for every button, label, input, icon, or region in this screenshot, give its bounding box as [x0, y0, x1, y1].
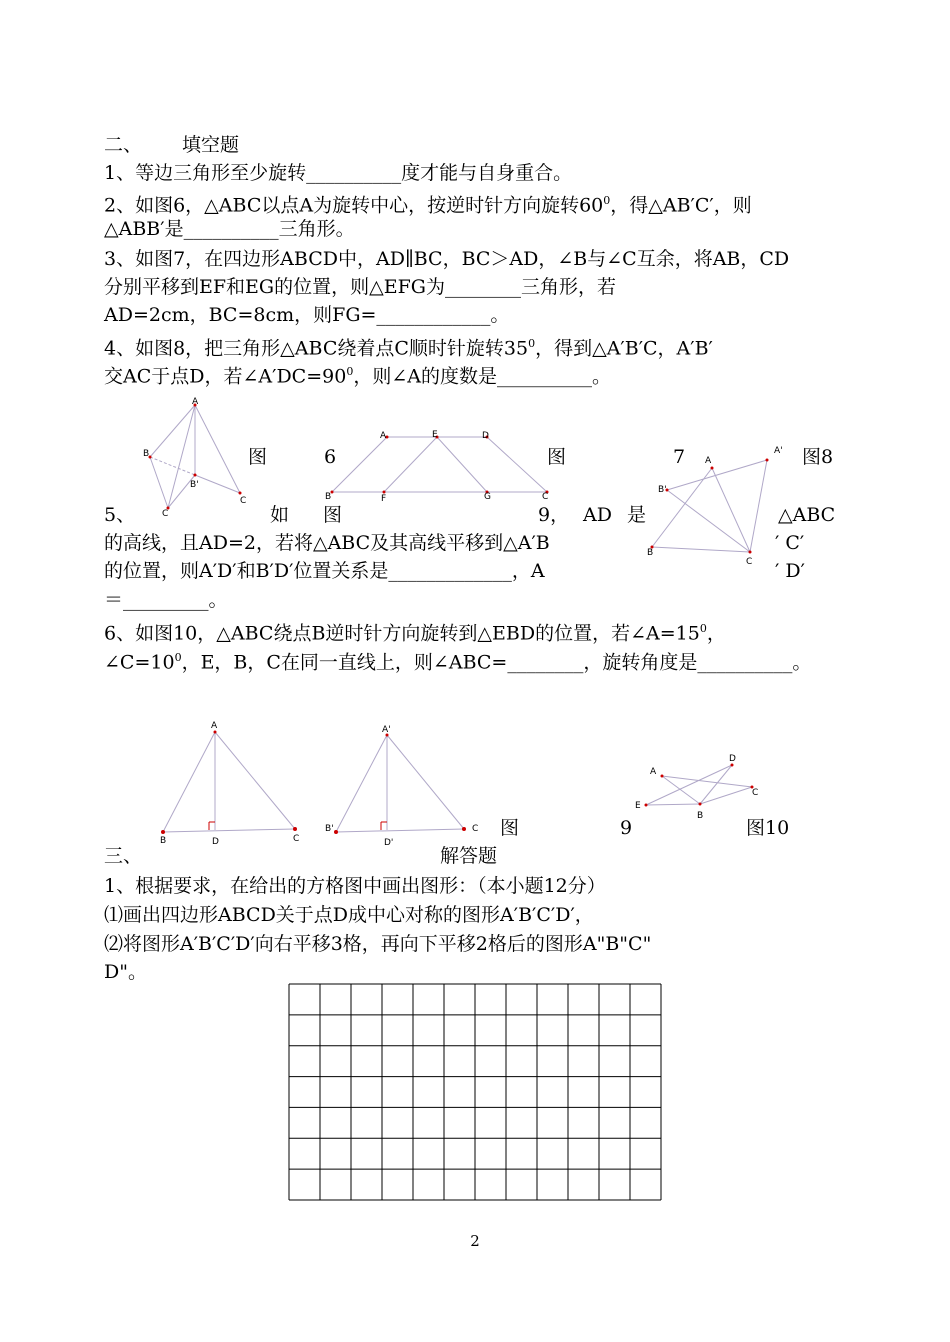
page-number: 2 [470, 1232, 480, 1250]
fig7-caption-b: 7 [673, 446, 686, 468]
question-1: 1、等边三角形至少旋转__________度才能与自身重合。 [104, 162, 573, 184]
fig9a-label-A: A [211, 721, 218, 731]
question-4-line1: 4、如图8，把三角形△ABC绕着点C顺时针旋转$35^0$，得到△A′B′C，A′B′ [104, 337, 713, 360]
q5-word-AD: AD [583, 504, 612, 526]
fig8-label-A: A [705, 456, 712, 466]
fig7-label-B: B [325, 492, 332, 502]
section2-num: 二、 [104, 134, 143, 156]
fig9-caption-b: 9 [620, 817, 633, 839]
figure-9-translated [322, 717, 492, 849]
fig6-label-C: C [162, 509, 169, 519]
fig6-label-C2: C [240, 496, 247, 506]
fig9b-label-Ap: A' [382, 725, 391, 735]
fig6-caption-b: 6 [324, 446, 337, 468]
section2-heading [104, 131, 239, 159]
figure-9-original [155, 717, 305, 849]
fig7-label-G: G [484, 492, 491, 502]
question-6-line2: $\angle C=10^0$，E，B，C在同一直线上，则∠ABC=________，旋转角度是__________。 [104, 651, 812, 674]
fig9b-label-C: C [472, 824, 479, 834]
fig8-label-Ap: A' [774, 446, 783, 456]
problem-1-step2-cont: D"。 [104, 961, 147, 983]
fig9b-label-Bp: B' [325, 824, 334, 834]
fig6-label-B: B [143, 449, 150, 459]
fig6-label-A: A [192, 397, 199, 407]
q5-line3: 的位置，则A′D′和B′D′位置关系是_____________，A [104, 560, 545, 582]
fig10-label-D: D [729, 754, 736, 764]
fig9b-label-Dp: D' [384, 838, 394, 848]
section2-title: 填空题 [182, 134, 240, 156]
fig7-label-A: A [380, 431, 387, 441]
fig6-label-Bp: B' [190, 480, 199, 490]
fig10-label-E: E [635, 801, 641, 811]
fig8-label-C: C [746, 557, 753, 567]
q5-line2: 的高线，且AD=2，若将△ABC及其高线平移到△A′B [104, 532, 550, 554]
fig8-label-Bp: B' [658, 485, 667, 495]
question-3-line2: 分别平移到EF和EG的位置，则△EFG为________三角形，若 [104, 276, 616, 298]
fig10-caption: 图10 [746, 817, 790, 839]
section3-num: 三、 [104, 845, 143, 867]
fig9a-label-C: C [293, 834, 300, 844]
fig7-caption-a: 图 [547, 446, 567, 468]
fig10-label-A: A [650, 767, 657, 777]
problem-1-step1: ⑴画出四边形ABCD关于点D成中心对称的图形A′B′C′D′， [104, 904, 594, 926]
question-3-line3: AD=2cm，BC=8cm，则FG=____________。 [104, 304, 510, 326]
question-2-line1: 2、如图6，△ABC以点A为旋转中心，按逆时针方向旋转$60^0$，得△AB′C′，则 [104, 194, 752, 217]
fig9-caption-a: 图 [500, 817, 520, 839]
fig9a-label-D: D [212, 837, 219, 847]
q5-line3-end: ′ D′ [775, 560, 805, 582]
q5-word-9: 9， [538, 504, 570, 526]
fig9a-label-B: B [160, 836, 167, 846]
figure-6 [140, 395, 255, 520]
q5-word-num: 5、 [104, 504, 136, 526]
question-4-line2: 交AC于点D，若$\angle A'DC=90^0$，则∠A的度数是__________。 [104, 365, 611, 388]
fig6-caption-a: 图 [248, 446, 268, 468]
question-6-line1: 6、如图10，△ABC绕点B逆时针方向旋转到△EBD的位置，若$\angle A=15^0$， [104, 622, 726, 645]
q5-line4: ＝_________。 [104, 589, 228, 611]
fig10-label-B: B [697, 811, 704, 821]
q5-word-ABC: △ABC [778, 504, 836, 526]
section3-title: 解答题 [440, 845, 498, 867]
q5-line2-end: ′ C′ [775, 532, 805, 554]
fig7-label-E: E [432, 430, 438, 440]
q5-word-shi: 是 [627, 504, 647, 526]
problem-1-title: 1、根据要求，在给出的方格图中画出图形：（本小题12分） [104, 875, 606, 897]
problem-1-step2: ⑵将图形A′B′C′D′向右平移3格，再向下平移2格后的图形A"B"C" [104, 933, 652, 955]
fig7-label-D: D [482, 431, 489, 441]
question-3-line1: 3、如图7，在四边形ABCD中，AD∥BC，BC＞AD，∠B与∠C互余，将AB，CD [104, 248, 790, 270]
figure-7 [322, 427, 557, 502]
fig10-label-C: C [752, 788, 759, 798]
figure-8 [642, 440, 792, 570]
q5-word-ru: 如 [270, 504, 290, 526]
q5-word-tu: 图 [323, 504, 343, 526]
question-2-line2: △ABB′是__________三角形。 [104, 218, 355, 240]
fig8-caption: 图8 [802, 446, 834, 468]
square-grid[interactable] [288, 983, 662, 1201]
fig7-label-C: C [542, 492, 549, 502]
fig8-label-B: B [647, 548, 654, 558]
fig7-label-F: F [381, 494, 387, 502]
